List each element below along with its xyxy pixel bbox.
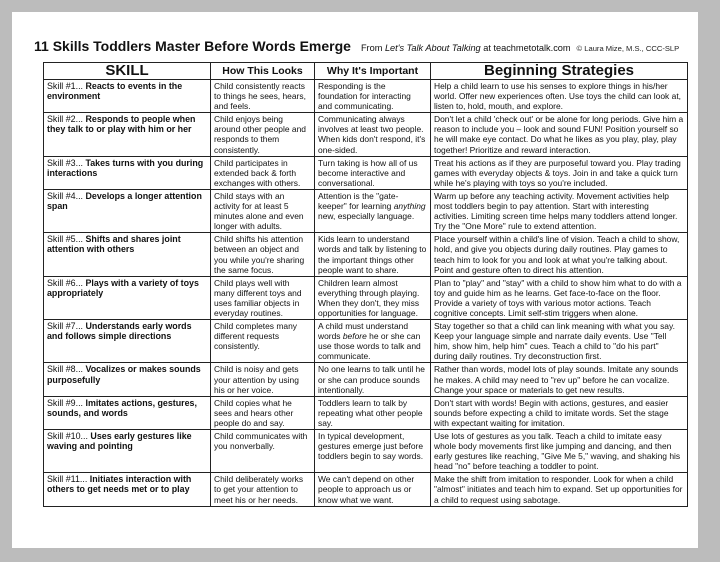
table-row: [44, 430, 688, 473]
why-cell: [315, 189, 431, 232]
table-row: [44, 276, 688, 319]
table-row: [44, 233, 688, 276]
why-cell: Toddlers learn to talk by repeating what other people say.: [315, 396, 431, 429]
skill-cell: [44, 276, 211, 319]
source-prefix: From: [360, 43, 385, 53]
why-emphasis: before: [342, 331, 367, 342]
skill-cell: [44, 189, 211, 232]
why-cell: [315, 320, 431, 363]
skill-name: Reacts to events in the environment: [47, 81, 183, 102]
strategies-cell: Help a child learn to use his senses to explore things in his/her world. Offer new experiences often. Use toys the child can look at, listen to, hold, mouth, and explore.: [431, 80, 688, 113]
skill-name: Vocalizes or makes sounds purposefully: [47, 364, 201, 385]
skill-name: Understands early words and follows simple directions: [47, 321, 192, 342]
how-cell: Child plays well with many different toys and uses familiar objects in everyday routines.: [211, 276, 315, 319]
strategies-cell: Don't start with words! Begin with actions, gestures, and easier sounds before expecting a child to imitate words. Set the stage with expectant waiting for imitation.: [431, 396, 688, 429]
table-row: [44, 80, 688, 113]
skill-name: Develops a longer attention span: [47, 190, 202, 212]
skill-cell: [44, 233, 211, 276]
skill-name: Initiates interaction with others to get needs met or to play: [47, 474, 192, 495]
skill-cell: [44, 473, 211, 506]
skill-cell: [44, 396, 211, 429]
strategies-cell: Warm up before any teaching activity. Movement activities help most toddlers begin to pay attention. Start with interesting activities. Limiting screen time helps many toddlers attend longer. Try the "One More" rule to extend attention.: [431, 189, 688, 232]
strategies-cell: Rather than words, model lots of play sounds. Imitate any sounds he makes. A child may need to "rev up" before he can vocalize. Change your space or materials to get new results.: [431, 363, 688, 396]
skill-number: Skill #3...: [47, 157, 84, 168]
skill-number: Skill #2...: [47, 114, 84, 125]
why-text: A child must understand words: [318, 321, 409, 342]
strategies-cell: Stay together so that a child can link meaning with what you say. Keep your language simple and narrate daily events. Use "Tell him, show him, help him" cues. Teach a child to "do his part" during daily routines. Try deconstruction first.: [431, 320, 688, 363]
why-emphasis: anything: [393, 201, 426, 212]
column-header-strategies: Beginning Strategies: [431, 63, 688, 80]
skill-number: Skill #10...: [47, 431, 88, 441]
skill-name: Uses early gestures like waving and pointing: [47, 431, 192, 452]
why-cell: Kids learn to understand words and talk by listening to the important things other people want to share.: [315, 233, 431, 276]
strategies-cell: Use lots of gestures as you talk. Teach a child to imitate easy whole body movements first like jumping and dancing, and then early gestures like reaching, "Give Me 5," waving, and shaking his head "no" before teaching a toddler to point.: [431, 430, 688, 473]
how-cell: Child deliberately works to get your attention to meet his or her needs.: [211, 473, 315, 506]
why-cell: Communicating always involves at least two people. When kids don't respond, it's one-sided.: [315, 113, 431, 156]
how-cell: Child copies what he sees and hears other people do and say.: [211, 396, 315, 429]
strategies-cell: Plan to "play" and "stay" with a child to show him what to do with a toy and guide him as he learns. Get face-to-face on the floor. Provide a variety of toys with various motor actions. Teach cognitive concepts. Limit self-stim triggers when alone.: [431, 276, 688, 319]
skill-name: Responds to people when they talk to or play with him or her: [47, 114, 196, 135]
skill-name: Plays with a variety of toys appropriately: [47, 277, 199, 298]
how-cell: Child shifts his attention between an object and you while you're sharing the same focus.: [211, 233, 315, 276]
skill-cell: [44, 80, 211, 113]
why-cell: Turn taking is how all of us become interactive and conversational.: [315, 156, 431, 189]
skill-number: Skill #1...: [47, 81, 84, 91]
skill-name: Imitates actions, gestures, sounds, and words: [47, 397, 197, 418]
document-header: [34, 38, 694, 58]
skill-number: Skill #8...: [47, 364, 84, 375]
why-cell: Responding is the foundation for interacting and communicating.: [315, 80, 431, 113]
how-cell: Child communicates with you nonverbally.: [211, 430, 315, 473]
book-title: Let's Talk About Talking: [384, 43, 481, 53]
why-cell: In typical development, gestures emerge just before toddlers begin to say words.: [315, 430, 431, 473]
copyright: © Laura Mize, M.S., CCC-SLP: [576, 44, 680, 53]
skill-cell: [44, 363, 211, 396]
why-cell: We can't depend on other people to approach us or know what we want.: [315, 473, 431, 506]
why-text: Attention is the "gate-keeper" for learning: [318, 190, 399, 212]
skill-cell: [44, 156, 211, 189]
strategies-cell: Make the shift from imitation to responder. Look for when a child "almost" initiates and teach him to expand. Set up opportunities for a child to request using sabotage.: [431, 473, 688, 506]
column-header-how: How This Looks: [211, 63, 315, 80]
why-cell: No one learns to talk until he or she can produce sounds intentionally.: [315, 363, 431, 396]
strategies-cell: Don't let a child 'check out' or be alone for long periods. Give him a reason to include you – look and sound FUN! Position yourself so he will make eye contact. Do what he likes as you play, play, play together! Prioritize and reward interaction.: [431, 113, 688, 156]
table-row: [44, 156, 688, 189]
skill-cell: [44, 430, 211, 473]
document-title: 11 Skills Toddlers Master Before Words Emerge: [34, 38, 351, 54]
table-header-row: [44, 63, 688, 80]
skill-cell: [44, 320, 211, 363]
table-row: [44, 363, 688, 396]
how-cell: Child consistently reacts to things he sees, hears, and feels.: [211, 80, 315, 113]
column-header-skill: SKILL: [44, 63, 211, 80]
column-header-why: Why It's Important: [315, 63, 431, 80]
how-cell: Child stays with an activity for at least 5 minutes alone and even longer with adults.: [211, 189, 315, 232]
skill-number: Skill #5...: [47, 234, 84, 245]
skill-name: Takes turns with you during interactions: [47, 157, 204, 178]
table-row: [44, 113, 688, 156]
table-row: [44, 396, 688, 429]
skills-table: [43, 62, 688, 507]
how-cell: Child participates in extended back & forth exchanges with others.: [211, 156, 315, 189]
skill-number: Skill #11...: [47, 474, 88, 485]
strategies-cell: Place yourself within a child's line of vision. Teach a child to show, hold, and give you objects during daily routines. Play games to teach him to look for you and look at what you're talking about. Point and gesture often to direct his attention.: [431, 233, 688, 276]
skill-number: Skill #6...: [47, 277, 84, 288]
why-text: new, especially language.: [318, 211, 415, 222]
table-row: [44, 189, 688, 232]
skill-name: Shifts and shares joint attention with others: [47, 234, 181, 255]
skill-cell: [44, 113, 211, 156]
how-cell: Child enjoys being around other people and responds to them consistently.: [211, 113, 315, 156]
table-row: [44, 320, 688, 363]
skill-number: Skill #4...: [47, 190, 84, 201]
how-cell: Child completes many different requests consistently.: [211, 320, 315, 363]
strategies-cell: Treat his actions as if they are purposeful toward you. Play trading games with everyday objects & toys. Join in and take a quick turn while he's playing with toys so you're included.: [431, 156, 688, 189]
skill-number: Skill #7...: [47, 321, 84, 332]
skill-number: Skill #9...: [47, 397, 84, 408]
source-line: [361, 43, 571, 53]
why-cell: Children learn almost everything through playing. When they don't, they miss opportunities for language.: [315, 276, 431, 319]
why-text: he or she can use those words to talk and communicate.: [318, 331, 421, 362]
table-row: [44, 473, 688, 506]
how-cell: Child is noisy and gets your attention by using his or her voice.: [211, 363, 315, 396]
source-suffix: at teachmetotalk.com: [480, 43, 571, 53]
